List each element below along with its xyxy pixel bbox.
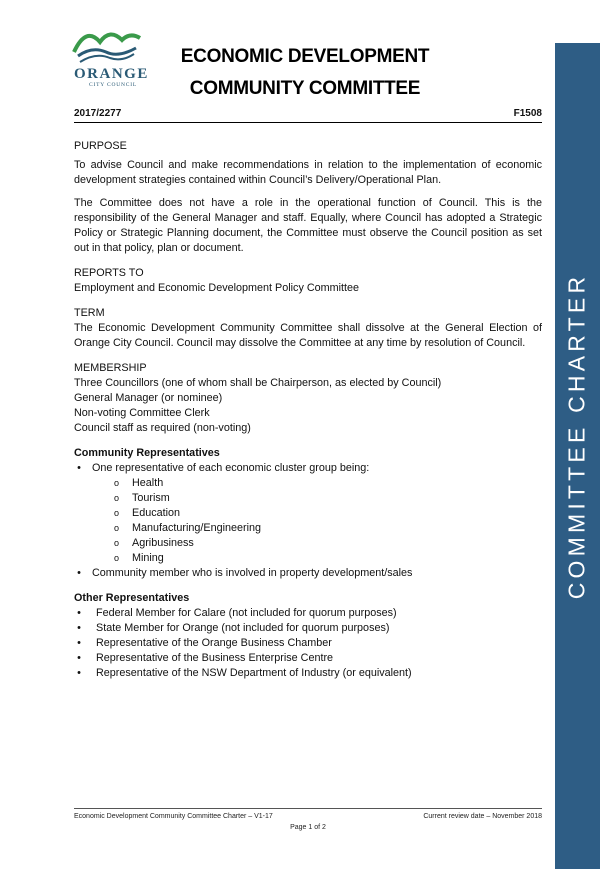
circle-bullet-icon: o [114,553,120,563]
circle-bullet-icon: o [114,523,120,533]
bullet-icon: • [77,652,81,664]
cluster-text: Tourism [132,492,170,504]
membership-line: Non-voting Committee Clerk [74,407,210,419]
community-representatives-list-2 [74,566,542,581]
other-representatives-list [74,606,542,681]
bullet-icon: • [77,667,81,679]
purpose-heading: PURPOSE [74,140,127,152]
circle-bullet-icon: o [114,493,120,503]
circle-bullet-icon: o [114,508,120,518]
membership-line: General Manager (or nominee) [74,392,223,404]
membership-heading: MEMBERSHIP [74,362,147,374]
footer-document-name: Economic Development Community Committee Charter – V1-17 [74,813,273,820]
document-reference: 2017/2277 [74,108,122,119]
list-item-text: Representative of the Orange Business Chamber [96,637,332,649]
cluster-text: Agribusiness [132,537,194,549]
cluster-item [114,476,542,491]
logo-subtitle: CITY COUNCIL [89,82,138,88]
charter-body [74,139,542,681]
term-heading: TERM [74,307,105,319]
cluster-text: Education [132,507,181,519]
community-representatives-list [74,461,542,476]
list-item-text: Representative of the Business Enterprise Centre [96,652,334,664]
document-title-line2: COMMUNITY COMMITTEE [189,78,421,99]
side-label: COMMITTEE CHARTER [563,272,590,600]
list-item-text: Community member who is involved in property development/sales [92,567,413,579]
cluster-item [114,506,542,521]
page-number: Page 1 of 2 [290,824,326,831]
list-item [74,621,542,636]
bullet-icon: • [77,607,81,619]
reports-to-text: Employment and Economic Development Policy Committee [74,282,360,294]
other-representatives-heading: Other Representatives [74,592,190,604]
purpose-paragraph-2: The Committee does not have a role in the operational function of Council. This is the responsibility of the General Manager and staff. Equally, where Council has adopted a Strategic Policy or Strategic Planning document, the Committee must observe the Council position as set out in that policy, plan or document. [74,197,542,254]
list-item [74,566,542,581]
file-reference: F1508 [513,108,542,119]
circle-bullet-icon: o [114,478,120,488]
list-item-text: State Member for Orange (not included for quorum purposes) [96,622,390,634]
list-item-text: Federal Member for Calare (not included for quorum purposes) [96,607,397,619]
bullet-icon: • [77,462,81,474]
bullet-icon: • [77,637,81,649]
cluster-text: Manufacturing/Engineering [132,522,262,534]
footer-divider [74,808,542,809]
membership-line: Three Councillors (one of whom shall be Chairperson, as elected by Council) [74,377,442,389]
bullet-icon: • [77,622,81,634]
cluster-item [114,521,542,536]
list-item [74,636,542,651]
cluster-item [114,536,542,551]
list-item [74,651,542,666]
cluster-text: Health [132,477,164,489]
term-text: The Economic Development Community Committee shall dissolve at the General Election of Orange City Council. Council may dissolve the Committee at any time by resolution of Council. [74,322,542,349]
purpose-paragraph-1: To advise Council and make recommendations in relation to the implementation of economic development strategies contained within Council’s Delivery/Operational Plan. [74,159,542,186]
list-item [74,666,542,681]
header-divider [74,122,542,123]
list-item [74,606,542,621]
cluster-text: Mining [132,552,164,564]
bullet-icon: • [77,567,81,579]
cluster-list [74,476,542,566]
community-representatives-heading: Community Representatives [74,447,220,459]
cluster-item [114,551,542,566]
logo-wordmark: ORANGE [74,66,149,82]
list-item-text: One representative of each economic cluster group being: [92,462,370,474]
cluster-item [114,491,542,506]
mountain-river-icon [70,22,146,68]
reports-to-heading: REPORTS TO [74,267,144,279]
circle-bullet-icon: o [114,538,120,548]
list-item [74,461,542,476]
footer-review-date: Current review date – November 2018 [423,813,542,820]
list-item-text: Representative of the NSW Department of Industry (or equivalent) [96,667,412,679]
membership-line: Council staff as required (non-voting) [74,422,251,434]
document-title-line1: ECONOMIC DEVELOPMENT [180,46,430,67]
